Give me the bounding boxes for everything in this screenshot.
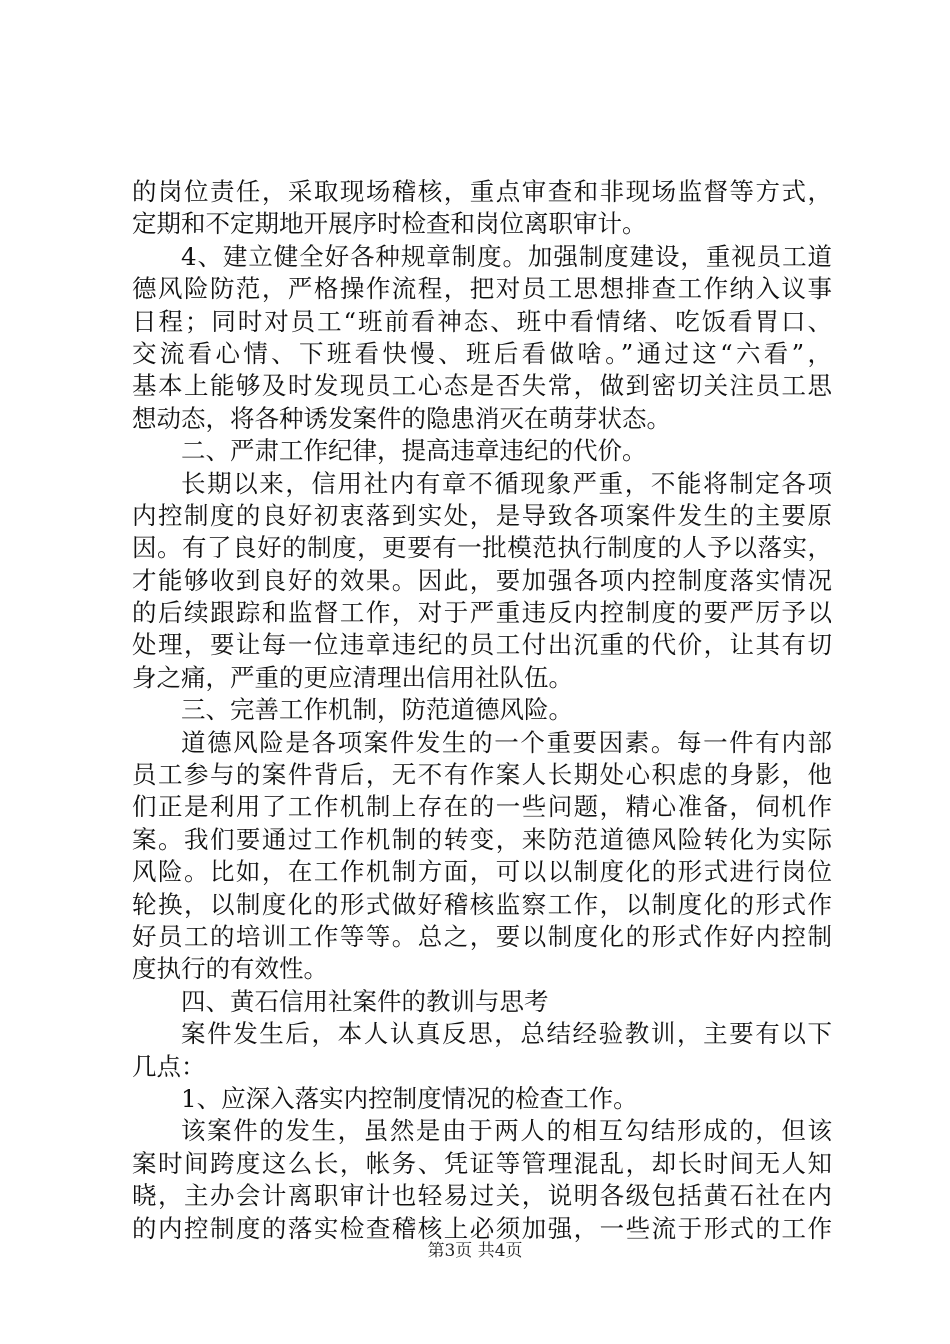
text-line: 三、完善工作机制，防范道德风险。: [181, 695, 573, 725]
text-line: 度执行的有效性。: [132, 954, 328, 984]
text-line: 好员工的培训工作等等。总之，要以制度化的形式作好内控制: [132, 921, 832, 951]
text-line: 员工参与的案件背后，无不有作案人长期处心积虑的身影，他: [132, 760, 832, 790]
text-line: 案件发生后，本人认真反思，总结经验教训，主要有以下: [181, 1019, 832, 1049]
text-line: 道德风险是各项案件发生的一个重要因素。每一件有内部: [181, 727, 832, 757]
text-line: 想动态，将各种诱发案件的隐患消灭在萌芽状态。: [132, 403, 671, 433]
text-line: 几点：: [132, 1051, 206, 1081]
page-footer: 第3页 共4页: [427, 1241, 523, 1261]
text-line: 案时间跨度这么长，帐务、凭证等管理混乱，却长时间无人知: [132, 1148, 832, 1178]
text-line: 内控制度的良好初衷落到实处，是导致各项案件发生的主要原: [132, 500, 832, 530]
text-line: 交流看心情、下班看快慢、班后看做啥。”通过这“六看”，: [132, 338, 832, 368]
text-line: 处理，要让每一位违章违纪的员工付出沉重的代价，让其有切: [132, 630, 832, 660]
text-line: 4、建立健全好各种规章制度。加强制度建设，重视员工道: [181, 241, 832, 271]
text-line: 们正是利用了工作机制上存在的一些问题，精心准备，伺机作: [132, 792, 832, 822]
text-line: 才能够收到良好的效果。因此，要加强各项内控制度落实情况: [132, 565, 832, 595]
text-line: 1、应深入落实内控制度情况的检查工作。: [181, 1083, 638, 1113]
text-line: 身之痛，严重的更应清理出信用社队伍。: [132, 662, 573, 692]
text-line: 基本上能够及时发现员工心态是否失常，做到密切关注员工思: [132, 371, 832, 401]
text-line: 德风险防范，严格操作流程，把对员工思想排查工作纳入议事: [132, 274, 832, 304]
text-line: 晓，主办会计离职审计也轻易过关，说明各级包括黄石社在内: [132, 1181, 832, 1211]
text-line: 的后续跟踪和监督工作，对于严重违反内控制度的要严厉予以: [132, 598, 832, 628]
text-line: 该案件的发生，虽然是由于两人的相互勾结形成的，但该: [181, 1116, 832, 1146]
text-line: 轮换，以制度化的形式做好稽核监察工作，以制度化的形式作: [132, 889, 832, 919]
document-body: [132, 176, 832, 1245]
text-line: 日程；同时对员工“班前看神态、班中看情绪、吃饭看胃口、: [132, 306, 832, 336]
text-line: 定期和不定期地开展序时检查和岗位离职审计。: [132, 209, 647, 239]
text-line: 风险。比如，在工作机制方面，可以以制度化的形式进行岗位: [132, 857, 832, 887]
text-line: 因。有了良好的制度，更要有一批模范执行制度的人予以落实，: [132, 533, 832, 563]
text-line: 二、严肃工作纪律，提高违章违纪的代价。: [181, 436, 647, 466]
text-line: 的内控制度的落实检查稽核上必须加强，一些流于形式的工作: [132, 1213, 832, 1243]
text-line: 的岗位责任，采取现场稽核，重点审查和非现场监督等方式，: [132, 177, 832, 206]
text-line: 长期以来，信用社内有章不循现象严重，不能将制定各项: [181, 468, 832, 498]
text-line: 四、黄石信用社案件的教训与思考: [181, 986, 549, 1016]
text-line: 案。我们要通过工作机制的转变，来防范道德风险转化为实际: [132, 824, 832, 854]
